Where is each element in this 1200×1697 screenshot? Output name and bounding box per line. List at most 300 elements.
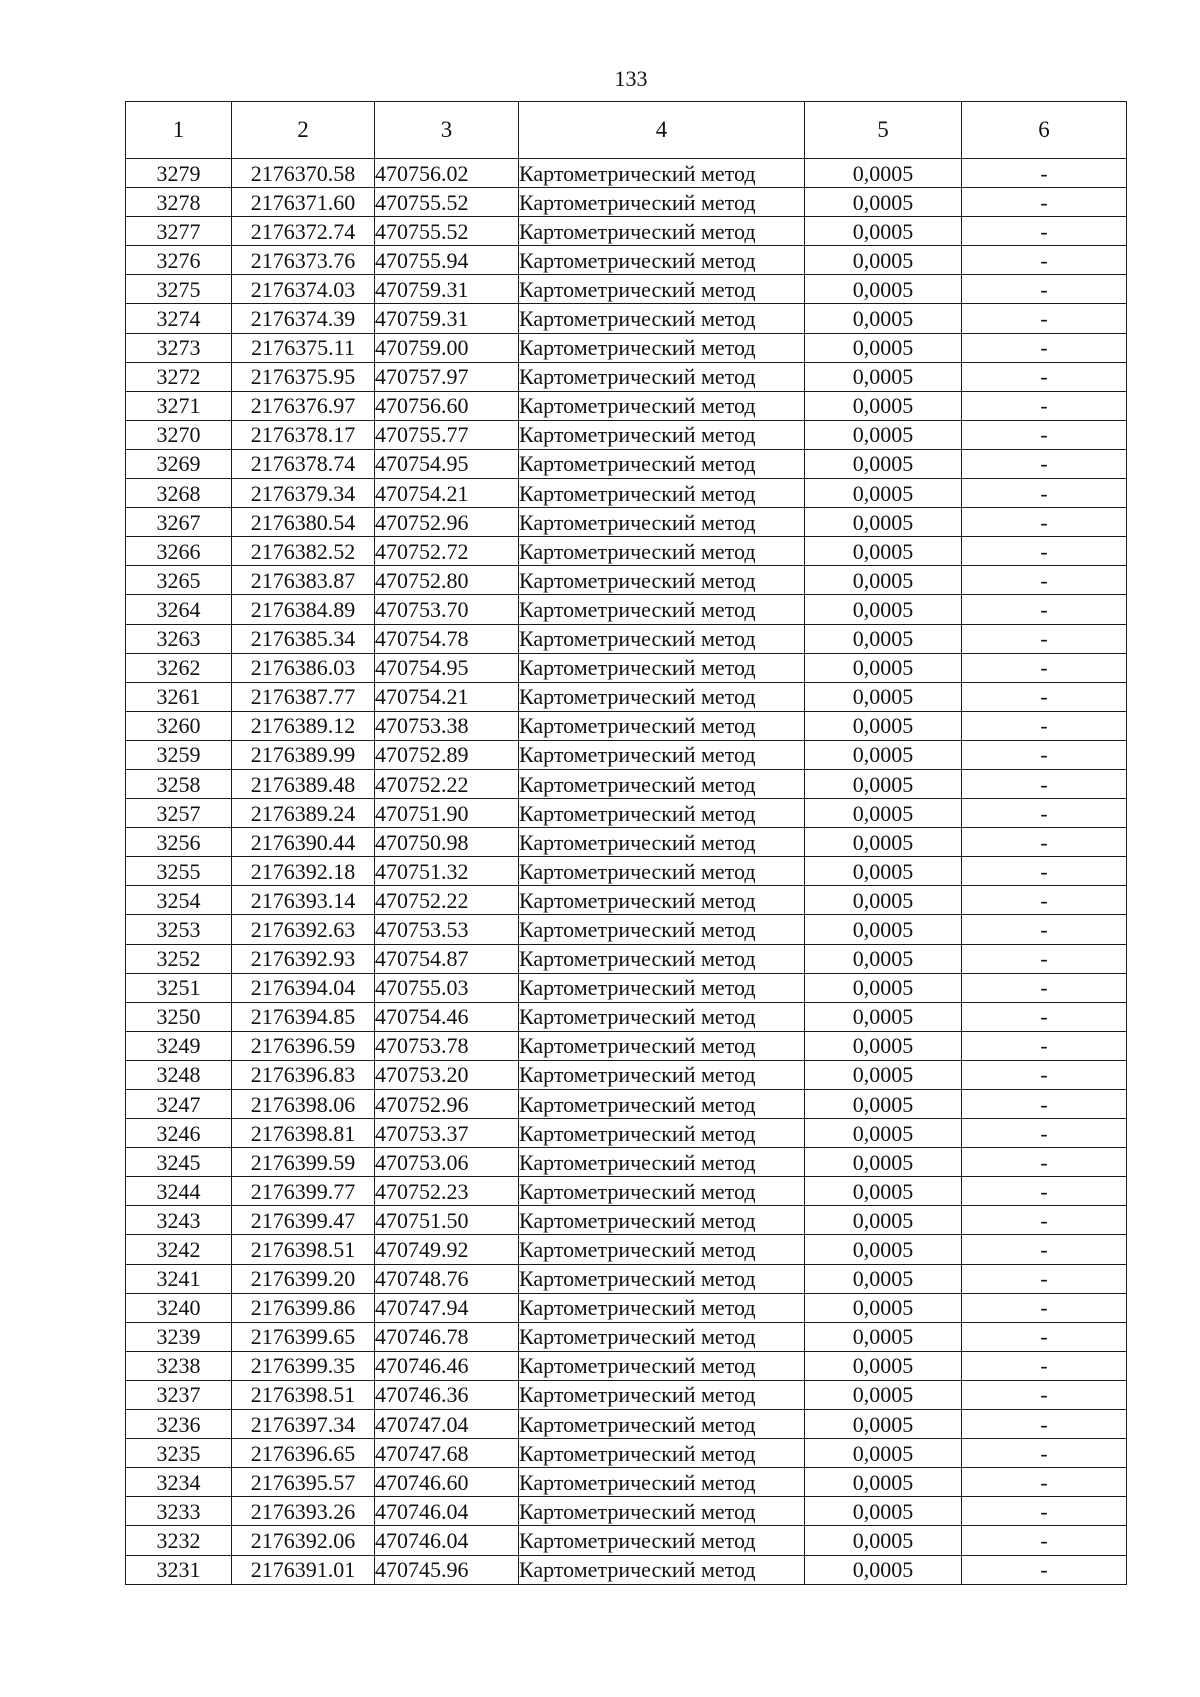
note-cell: - [962, 711, 1127, 740]
method-cell: Картометрический метод [519, 1002, 805, 1031]
note-cell: - [962, 449, 1127, 478]
y-coordinate-cell: 470754.78 [375, 624, 519, 653]
y-coordinate-cell: 470757.97 [375, 362, 519, 391]
column-header-5: 5 [805, 102, 962, 159]
method-cell: Картометрический метод [519, 624, 805, 653]
column-header-3: 3 [375, 102, 519, 159]
table-row [126, 857, 1127, 886]
table-row [126, 1380, 1127, 1409]
y-coordinate-cell: 470753.06 [375, 1148, 519, 1177]
note-cell: - [962, 1031, 1127, 1060]
x-coordinate-cell: 2176398.51 [232, 1380, 375, 1409]
method-cell: Картометрический метод [519, 333, 805, 362]
y-coordinate-cell: 470746.46 [375, 1351, 519, 1380]
point-number-cell: 3239 [126, 1322, 232, 1351]
table-row [126, 1148, 1127, 1177]
note-cell: - [962, 595, 1127, 624]
point-number-cell: 3254 [126, 886, 232, 915]
point-number-cell: 3249 [126, 1031, 232, 1060]
method-cell: Картометрический метод [519, 1235, 805, 1264]
point-number-cell: 3241 [126, 1264, 232, 1293]
point-number-cell: 3231 [126, 1555, 232, 1584]
precision-cell: 0,0005 [805, 1002, 962, 1031]
table-row [126, 915, 1127, 944]
point-number-cell: 3253 [126, 915, 232, 944]
x-coordinate-cell: 2176393.26 [232, 1497, 375, 1526]
y-coordinate-cell: 470759.31 [375, 275, 519, 304]
precision-cell: 0,0005 [805, 566, 962, 595]
point-number-cell: 3257 [126, 799, 232, 828]
precision-cell: 0,0005 [805, 479, 962, 508]
precision-cell: 0,0005 [805, 711, 962, 740]
table-row [126, 188, 1127, 217]
precision-cell: 0,0005 [805, 1439, 962, 1468]
precision-cell: 0,0005 [805, 682, 962, 711]
precision-cell: 0,0005 [805, 769, 962, 798]
method-cell: Картометрический метод [519, 275, 805, 304]
method-cell: Картометрический метод [519, 1439, 805, 1468]
point-number-cell: 3251 [126, 973, 232, 1002]
column-header-4: 4 [519, 102, 805, 159]
table-row [126, 1410, 1127, 1439]
x-coordinate-cell: 2176374.03 [232, 275, 375, 304]
y-coordinate-cell: 470751.90 [375, 799, 519, 828]
precision-cell: 0,0005 [805, 944, 962, 973]
y-coordinate-cell: 470753.37 [375, 1119, 519, 1148]
note-cell: - [962, 1380, 1127, 1409]
table-header-row [126, 102, 1127, 159]
precision-cell: 0,0005 [805, 217, 962, 246]
note-cell: - [962, 1119, 1127, 1148]
note-cell: - [962, 1264, 1127, 1293]
method-cell: Картометрический метод [519, 1293, 805, 1322]
table-row [126, 1468, 1127, 1497]
x-coordinate-cell: 2176378.17 [232, 420, 375, 449]
precision-cell: 0,0005 [805, 973, 962, 1002]
note-cell: - [962, 1468, 1127, 1497]
y-coordinate-cell: 470746.04 [375, 1526, 519, 1555]
point-number-cell: 3266 [126, 537, 232, 566]
precision-cell: 0,0005 [805, 1148, 962, 1177]
y-coordinate-cell: 470754.95 [375, 449, 519, 478]
method-cell: Картометрический метод [519, 1264, 805, 1293]
x-coordinate-cell: 2176386.03 [232, 653, 375, 682]
precision-cell: 0,0005 [805, 828, 962, 857]
method-cell: Картометрический метод [519, 362, 805, 391]
x-coordinate-cell: 2176399.35 [232, 1351, 375, 1380]
precision-cell: 0,0005 [805, 1555, 962, 1584]
precision-cell: 0,0005 [805, 333, 962, 362]
precision-cell: 0,0005 [805, 1526, 962, 1555]
table-row [126, 595, 1127, 624]
table-row [126, 1322, 1127, 1351]
precision-cell: 0,0005 [805, 1235, 962, 1264]
point-number-cell: 3238 [126, 1351, 232, 1380]
note-cell: - [962, 1060, 1127, 1089]
x-coordinate-cell: 2176390.44 [232, 828, 375, 857]
point-number-cell: 3232 [126, 1526, 232, 1555]
y-coordinate-cell: 470746.04 [375, 1497, 519, 1526]
x-coordinate-cell: 2176375.95 [232, 362, 375, 391]
precision-cell: 0,0005 [805, 653, 962, 682]
point-number-cell: 3250 [126, 1002, 232, 1031]
note-cell: - [962, 1351, 1127, 1380]
note-cell: - [962, 828, 1127, 857]
y-coordinate-cell: 470756.60 [375, 391, 519, 420]
point-number-cell: 3264 [126, 595, 232, 624]
point-number-cell: 3246 [126, 1119, 232, 1148]
y-coordinate-cell: 470753.70 [375, 595, 519, 624]
method-cell: Картометрический метод [519, 304, 805, 333]
y-coordinate-cell: 470752.96 [375, 1090, 519, 1119]
method-cell: Картометрический метод [519, 857, 805, 886]
method-cell: Картометрический метод [519, 1206, 805, 1235]
note-cell: - [962, 479, 1127, 508]
x-coordinate-cell: 2176399.77 [232, 1177, 375, 1206]
precision-cell: 0,0005 [805, 1264, 962, 1293]
table-row [126, 1177, 1127, 1206]
note-cell: - [962, 1206, 1127, 1235]
x-coordinate-cell: 2176393.14 [232, 886, 375, 915]
table-row [126, 1264, 1127, 1293]
y-coordinate-cell: 470754.21 [375, 682, 519, 711]
x-coordinate-cell: 2176375.11 [232, 333, 375, 362]
y-coordinate-cell: 470747.68 [375, 1439, 519, 1468]
note-cell: - [962, 246, 1127, 275]
x-coordinate-cell: 2176376.97 [232, 391, 375, 420]
table-row [126, 711, 1127, 740]
x-coordinate-cell: 2176398.81 [232, 1119, 375, 1148]
x-coordinate-cell: 2176370.58 [232, 159, 375, 188]
precision-cell: 0,0005 [805, 246, 962, 275]
table-row [126, 275, 1127, 304]
table-row [126, 333, 1127, 362]
x-coordinate-cell: 2176398.06 [232, 1090, 375, 1119]
point-number-cell: 3235 [126, 1439, 232, 1468]
table-row [126, 1060, 1127, 1089]
x-coordinate-cell: 2176389.24 [232, 799, 375, 828]
method-cell: Картометрический метод [519, 1031, 805, 1060]
note-cell: - [962, 1497, 1127, 1526]
y-coordinate-cell: 470745.96 [375, 1555, 519, 1584]
method-cell: Картометрический метод [519, 682, 805, 711]
table-row [126, 1031, 1127, 1060]
method-cell: Картометрический метод [519, 944, 805, 973]
note-cell: - [962, 624, 1127, 653]
note-cell: - [962, 740, 1127, 769]
page-number: 133 [614, 66, 648, 91]
y-coordinate-cell: 470754.95 [375, 653, 519, 682]
table-row [126, 944, 1127, 973]
note-cell: - [962, 1177, 1127, 1206]
x-coordinate-cell: 2176379.34 [232, 479, 375, 508]
y-coordinate-cell: 470755.94 [375, 246, 519, 275]
precision-cell: 0,0005 [805, 595, 962, 624]
note-cell: - [962, 159, 1127, 188]
precision-cell: 0,0005 [805, 799, 962, 828]
point-number-cell: 3244 [126, 1177, 232, 1206]
x-coordinate-cell: 2176396.59 [232, 1031, 375, 1060]
y-coordinate-cell: 470752.22 [375, 769, 519, 798]
table-row [126, 391, 1127, 420]
y-coordinate-cell: 470748.76 [375, 1264, 519, 1293]
point-number-cell: 3237 [126, 1380, 232, 1409]
precision-cell: 0,0005 [805, 1031, 962, 1060]
precision-cell: 0,0005 [805, 1351, 962, 1380]
method-cell: Картометрический метод [519, 799, 805, 828]
point-number-cell: 3273 [126, 333, 232, 362]
y-coordinate-cell: 470759.00 [375, 333, 519, 362]
method-cell: Картометрический метод [519, 566, 805, 595]
y-coordinate-cell: 470753.53 [375, 915, 519, 944]
note-cell: - [962, 217, 1127, 246]
x-coordinate-cell: 2176399.59 [232, 1148, 375, 1177]
point-number-cell: 3252 [126, 944, 232, 973]
point-number-cell: 3269 [126, 449, 232, 478]
point-number-cell: 3261 [126, 682, 232, 711]
table-row [126, 1090, 1127, 1119]
note-cell: - [962, 508, 1127, 537]
note-cell: - [962, 1322, 1127, 1351]
precision-cell: 0,0005 [805, 915, 962, 944]
x-coordinate-cell: 2176391.01 [232, 1555, 375, 1584]
precision-cell: 0,0005 [805, 1380, 962, 1409]
method-cell: Картометрический метод [519, 1322, 805, 1351]
note-cell: - [962, 857, 1127, 886]
y-coordinate-cell: 470752.89 [375, 740, 519, 769]
table-row [126, 1439, 1127, 1468]
x-coordinate-cell: 2176389.48 [232, 769, 375, 798]
x-coordinate-cell: 2176399.86 [232, 1293, 375, 1322]
y-coordinate-cell: 470747.94 [375, 1293, 519, 1322]
method-cell: Картометрический метод [519, 740, 805, 769]
table-row [126, 740, 1127, 769]
x-coordinate-cell: 2176399.47 [232, 1206, 375, 1235]
table-row [126, 566, 1127, 595]
method-cell: Картометрический метод [519, 769, 805, 798]
table-row [126, 682, 1127, 711]
point-number-cell: 3279 [126, 159, 232, 188]
y-coordinate-cell: 470746.78 [375, 1322, 519, 1351]
method-cell: Картометрический метод [519, 246, 805, 275]
point-number-cell: 3274 [126, 304, 232, 333]
table-row [126, 799, 1127, 828]
method-cell: Картометрический метод [519, 1380, 805, 1409]
method-cell: Картометрический метод [519, 1468, 805, 1497]
precision-cell: 0,0005 [805, 304, 962, 333]
x-coordinate-cell: 2176380.54 [232, 508, 375, 537]
x-coordinate-cell: 2176392.93 [232, 944, 375, 973]
point-number-cell: 3242 [126, 1235, 232, 1264]
y-coordinate-cell: 470752.72 [375, 537, 519, 566]
method-cell: Картометрический метод [519, 1555, 805, 1584]
note-cell: - [962, 188, 1127, 217]
precision-cell: 0,0005 [805, 1177, 962, 1206]
y-coordinate-cell: 470752.23 [375, 1177, 519, 1206]
precision-cell: 0,0005 [805, 857, 962, 886]
table-row [126, 449, 1127, 478]
note-cell: - [962, 1235, 1127, 1264]
x-coordinate-cell: 2176389.99 [232, 740, 375, 769]
y-coordinate-cell: 470755.52 [375, 217, 519, 246]
x-coordinate-cell: 2176372.74 [232, 217, 375, 246]
table-row [126, 479, 1127, 508]
x-coordinate-cell: 2176387.77 [232, 682, 375, 711]
precision-cell: 0,0005 [805, 537, 962, 566]
table-row [126, 537, 1127, 566]
point-number-cell: 3255 [126, 857, 232, 886]
point-number-cell: 3265 [126, 566, 232, 595]
y-coordinate-cell: 470755.52 [375, 188, 519, 217]
x-coordinate-cell: 2176374.39 [232, 304, 375, 333]
method-cell: Картометрический метод [519, 711, 805, 740]
method-cell: Картометрический метод [519, 479, 805, 508]
point-number-cell: 3240 [126, 1293, 232, 1322]
precision-cell: 0,0005 [805, 188, 962, 217]
table-row [126, 1293, 1127, 1322]
point-number-cell: 3263 [126, 624, 232, 653]
y-coordinate-cell: 470746.36 [375, 1380, 519, 1409]
method-cell: Картометрический метод [519, 1410, 805, 1439]
note-cell: - [962, 682, 1127, 711]
note-cell: - [962, 1439, 1127, 1468]
note-cell: - [962, 537, 1127, 566]
point-number-cell: 3247 [126, 1090, 232, 1119]
point-number-cell: 3271 [126, 391, 232, 420]
y-coordinate-cell: 470755.03 [375, 973, 519, 1002]
precision-cell: 0,0005 [805, 1293, 962, 1322]
method-cell: Картометрический метод [519, 973, 805, 1002]
y-coordinate-cell: 470755.77 [375, 420, 519, 449]
x-coordinate-cell: 2176399.65 [232, 1322, 375, 1351]
point-number-cell: 3234 [126, 1468, 232, 1497]
precision-cell: 0,0005 [805, 1468, 962, 1497]
y-coordinate-cell: 470746.60 [375, 1468, 519, 1497]
table-body [126, 159, 1127, 1585]
x-coordinate-cell: 2176397.34 [232, 1410, 375, 1439]
table-row [126, 1206, 1127, 1235]
table-row [126, 159, 1127, 188]
note-cell: - [962, 362, 1127, 391]
precision-cell: 0,0005 [805, 449, 962, 478]
table-row [126, 1119, 1127, 1148]
x-coordinate-cell: 2176394.85 [232, 1002, 375, 1031]
x-coordinate-cell: 2176385.34 [232, 624, 375, 653]
x-coordinate-cell: 2176399.20 [232, 1264, 375, 1293]
y-coordinate-cell: 470759.31 [375, 304, 519, 333]
table-row [126, 624, 1127, 653]
x-coordinate-cell: 2176378.74 [232, 449, 375, 478]
y-coordinate-cell: 470749.92 [375, 1235, 519, 1264]
point-number-cell: 3259 [126, 740, 232, 769]
method-cell: Картометрический метод [519, 217, 805, 246]
precision-cell: 0,0005 [805, 1497, 962, 1526]
precision-cell: 0,0005 [805, 508, 962, 537]
point-number-cell: 3277 [126, 217, 232, 246]
method-cell: Картометрический метод [519, 653, 805, 682]
table-row [126, 828, 1127, 857]
y-coordinate-cell: 470747.04 [375, 1410, 519, 1439]
y-coordinate-cell: 470754.46 [375, 1002, 519, 1031]
note-cell: - [962, 275, 1127, 304]
table-row [126, 1351, 1127, 1380]
table-row [126, 653, 1127, 682]
point-number-cell: 3243 [126, 1206, 232, 1235]
note-cell: - [962, 333, 1127, 362]
method-cell: Картометрический метод [519, 1090, 805, 1119]
note-cell: - [962, 1293, 1127, 1322]
x-coordinate-cell: 2176371.60 [232, 188, 375, 217]
point-number-cell: 3276 [126, 246, 232, 275]
x-coordinate-cell: 2176398.51 [232, 1235, 375, 1264]
y-coordinate-cell: 470751.32 [375, 857, 519, 886]
y-coordinate-cell: 470756.02 [375, 159, 519, 188]
table-row [126, 973, 1127, 1002]
note-cell: - [962, 973, 1127, 1002]
column-header-2: 2 [232, 102, 375, 159]
precision-cell: 0,0005 [805, 1206, 962, 1235]
table-row [126, 362, 1127, 391]
x-coordinate-cell: 2176382.52 [232, 537, 375, 566]
point-number-cell: 3236 [126, 1410, 232, 1439]
method-cell: Картометрический метод [519, 420, 805, 449]
precision-cell: 0,0005 [805, 362, 962, 391]
method-cell: Картометрический метод [519, 537, 805, 566]
point-number-cell: 3278 [126, 188, 232, 217]
precision-cell: 0,0005 [805, 159, 962, 188]
table-row [126, 420, 1127, 449]
x-coordinate-cell: 2176383.87 [232, 566, 375, 595]
precision-cell: 0,0005 [805, 1090, 962, 1119]
note-cell: - [962, 915, 1127, 944]
note-cell: - [962, 769, 1127, 798]
table-row [126, 217, 1127, 246]
method-cell: Картометрический метод [519, 1526, 805, 1555]
method-cell: Картометрический метод [519, 391, 805, 420]
x-coordinate-cell: 2176392.18 [232, 857, 375, 886]
point-number-cell: 3268 [126, 479, 232, 508]
table-row [126, 1526, 1127, 1555]
x-coordinate-cell: 2176389.12 [232, 711, 375, 740]
point-number-cell: 3267 [126, 508, 232, 537]
table-row [126, 1555, 1127, 1584]
precision-cell: 0,0005 [805, 624, 962, 653]
point-number-cell: 3245 [126, 1148, 232, 1177]
table-row [126, 886, 1127, 915]
table-row [126, 1002, 1127, 1031]
method-cell: Картометрический метод [519, 1148, 805, 1177]
table-row [126, 769, 1127, 798]
y-coordinate-cell: 470752.80 [375, 566, 519, 595]
x-coordinate-cell: 2176396.65 [232, 1439, 375, 1468]
precision-cell: 0,0005 [805, 740, 962, 769]
method-cell: Картометрический метод [519, 828, 805, 857]
point-number-cell: 3260 [126, 711, 232, 740]
method-cell: Картометрический метод [519, 188, 805, 217]
point-number-cell: 3248 [126, 1060, 232, 1089]
point-number-cell: 3275 [126, 275, 232, 304]
precision-cell: 0,0005 [805, 420, 962, 449]
point-number-cell: 3262 [126, 653, 232, 682]
point-number-cell: 3270 [126, 420, 232, 449]
x-coordinate-cell: 2176392.06 [232, 1526, 375, 1555]
note-cell: - [962, 566, 1127, 595]
note-cell: - [962, 1148, 1127, 1177]
x-coordinate-cell: 2176373.76 [232, 246, 375, 275]
note-cell: - [962, 653, 1127, 682]
precision-cell: 0,0005 [805, 275, 962, 304]
note-cell: - [962, 886, 1127, 915]
